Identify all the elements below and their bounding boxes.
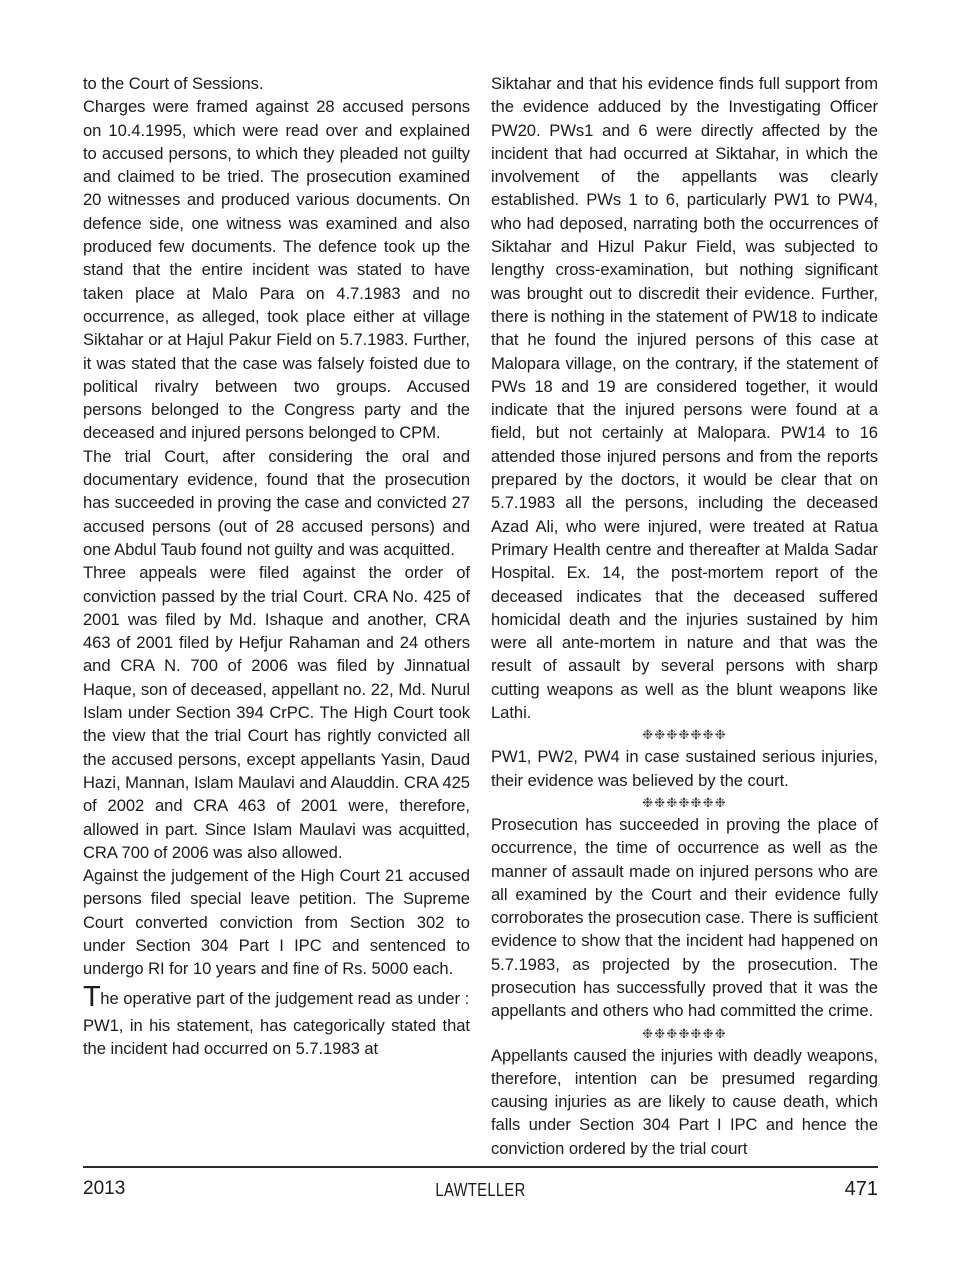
ornament-separator-icon: ❉❉❉❉❉❉❉ [642,727,727,743]
paragraph-operative-part [83,980,470,1014]
ornament-separator-icon: ❉❉❉❉❉❉❉ [642,1025,727,1041]
paragraph-continuation: to the Court of Sessions. [83,74,264,93]
drop-cap-paragraph-text: he operative part of the judgement read as under : [100,988,470,1008]
paragraph-appellants-deadly-weapons: Appellants caused the injuries with deadly weapons, therefore, intention can be presumed regarding causing injuries as are likely to cause death, which falls under Section 304 Part I IPC and hence the conviction ordered by the trial court [491,1045,878,1158]
paragraph-three-appeals: Three appeals were filed against the order of conviction passed by the trial Court. CRA No. 425 of 2001 was filed by Md. Ishaque and another, CRA 463 of 2001 filed by Hefjur Rahaman and 24 others and CRA N. 700 of 2006 was filed by Jinnatual Haque, son of deceased, appellant no. 22, Md. Nurul Islam under Section 394 CrPC. The High Court took the view that the trial Court has rightly convicted all the accused persons, except appellants Yasin, Daud Hazi, Mannan, Islam Maulavi and Alauddin. CRA 425 of 2002 and CRA 463 of 2001 were, therefore, allowed in part. Since Islam Maulavi was acquitted, CRA 700 of 2006 was also allowed. [83,563,470,862]
ornament-separator-icon: ❉❉❉❉❉❉❉ [642,794,727,810]
paragraph-pw-serious-injuries: PW1, PW2, PW4 in case sustained serious injuries, their evidence was believed by the court. [491,747,878,790]
footer-page-number: 471 [844,1178,878,1200]
paragraph-pw1-statement: PW1, in his statement, has categorically stated that the incident had occurred on 5.7.1983 at [83,1015,470,1058]
paragraph-siktahar-evidence: Siktahar and that his evidence finds full support from the evidence adduced by the Investigating Officer PW20. PWs1 and 6 were directly affected by the incident that had occurred at Siktahar, in which the involvement of the appellants was clearly established. PWs 1 to 6, particularly PW1 to PW4, who had deposed, narrating both the occurrences of Siktahar and Hizul Pakur Field, was subjected to lengthy cross-examination, but nothing significant was brought out to discredit their evidence. Further, there is nothing in the statement of PW18 to indicate that he found the injured persons of this case at Malopara village, on the contrary, if the statement of PWs 18 and 19 are considered together, it would indicate that the injured persons were found at a field, but not certainly at Malopara. PW14 to 16 attended those injured persons and from the reports prepared by the doctors, it would be clear that on 5.7.1983 all the persons, including the deceased Azad Ali, who were injured, were treated at Ratua Primary Health centre and thereafter at Malda Sadar Hospital. Ex. 14, the post-mortem report of the deceased indicates that the deceased suffered homicidal death and the injuries sustained by him were all ante-mortem in nature and that was the result of assault by several persons with sharp cutting weapons as well as the blunt weapons like Lathi. [491,74,878,723]
drop-cap-letter: T [83,980,101,1013]
footer-year: 2013 [83,1178,126,1199]
right-text-column [491,72,878,1158]
paragraph-trial-court: The trial Court, after considering the oral and documentary evidence, found that the prosecution has succeeded in proving the case and convicted 27 accused persons (out of 28 accused persons) and one Abdul Taub found not guilty and was acquitted. [83,446,470,559]
paragraph-against-judgement: Against the judgement of the High Court 21 accused persons filed special leave petition. The Supreme Court converted conviction from Section 302 to under Section 304 Part I IPC and sentenced to undergo RI for 10 years and fine of Rs. 5000 each. [83,866,470,979]
paragraph-prosecution-succeeded: Prosecution has succeeded in proving the place of occurrence, the time of occurrence as well as the manner of assault made on injured persons who are all examined by the Court and their evidence fully corroborates the prosecution case. There is sufficient evidence to show that the incident had happened on 5.7.1983, as projected by the prosecution. The prosecution has successfully proved that it was the appellants and others who had committed the crime. [491,814,878,1021]
two-column-body [83,72,878,1158]
page-footer [83,1178,878,1208]
footer-publication-title: LAWTELLER [435,1180,526,1200]
left-text-column [83,72,470,1152]
footer-divider [83,1166,878,1168]
paragraph-charges-framed: Charges were framed against 28 accused persons on 10.4.1995, which were read over and explained to accused persons, to which they pleaded not guilty and claimed to be tried. The prosecution examined 20 witnesses and produced various documents. On defence side, one witness was examined and also produced few documents. The defence took up the stand that the entire incident was stated to have taken place at Malo Para on 4.7.1983 and no occurrence, as alleged, took place either at village Siktahar or at Hajul Pakur Field on 5.7.1983. Further, it was stated that the case was falsely foisted due to political rivalry between two groups. Accused persons belonged to the Congress party and the deceased and injured persons belonged to CPM. [83,97,470,443]
